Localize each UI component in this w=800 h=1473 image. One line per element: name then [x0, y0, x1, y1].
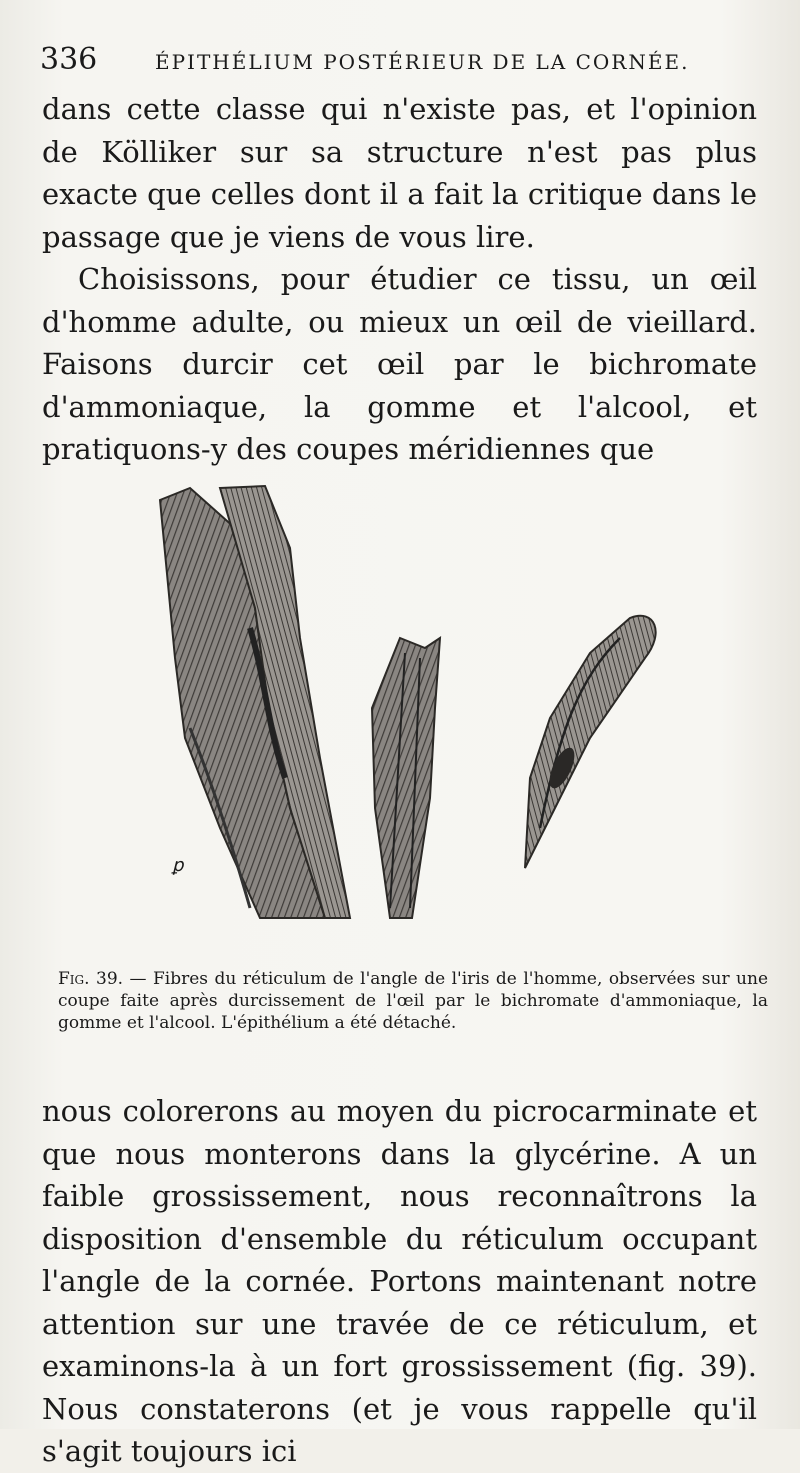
- paragraph-1: dans cette classe qui n'existe pas, et l'opinion de Kölliker sur sa structure n'est pas plus exacte que celles dont il a fait la critique dans le passage que je viens de vous lire.: [42, 92, 757, 254]
- figure-39-illustration: [150, 478, 680, 938]
- page-number: 336: [40, 42, 98, 77]
- fiber-right: [525, 616, 656, 868]
- running-title: ÉPITHÉLIUM POSTÉRIEUR DE LA CORNÉE.: [155, 50, 690, 74]
- fiber-large: [160, 486, 350, 918]
- paragraph-3: nous colorerons au moyen du picrocarminate et que nous monterons dans la glycérine. A un faible grossissement, nous reconnaîtrons la disposition d'ensemble du réticulum occupant l'angle de la cornée. Portons maintenant notre attention sur une travée de ce réticulum, et examinons-la à un fort grossissement (fig. 39). Nous constaterons (et je vous rappelle qu'il s'agit toujours ici: [42, 1094, 757, 1468]
- text-block-top: [42, 88, 757, 471]
- text-block-bottom: [42, 1090, 757, 1473]
- figure-caption: [58, 968, 768, 1034]
- engraver-signature: ꝑ: [172, 855, 184, 876]
- paragraph-2: Choisissons, pour étudier ce tissu, un œil d'homme adulte, ou mieux un œil de vieillard. Faisons durcir cet œil par le bichromate d'ammoniaque, la gomme et l'alcool, et pratiquons-y des coupes méridiennes que: [42, 262, 757, 466]
- page-header: [40, 42, 760, 82]
- fiber-middle: [372, 638, 440, 918]
- caption-text: — Fibres du réticulum de l'angle de l'iris de l'homme, observées sur une coupe faite après durcissement de l'œil par le bichromate d'ammoniaque, la gomme et l'alcool. L'épithélium a été détaché.: [58, 969, 769, 1033]
- caption-label: Fig. 39.: [58, 969, 124, 989]
